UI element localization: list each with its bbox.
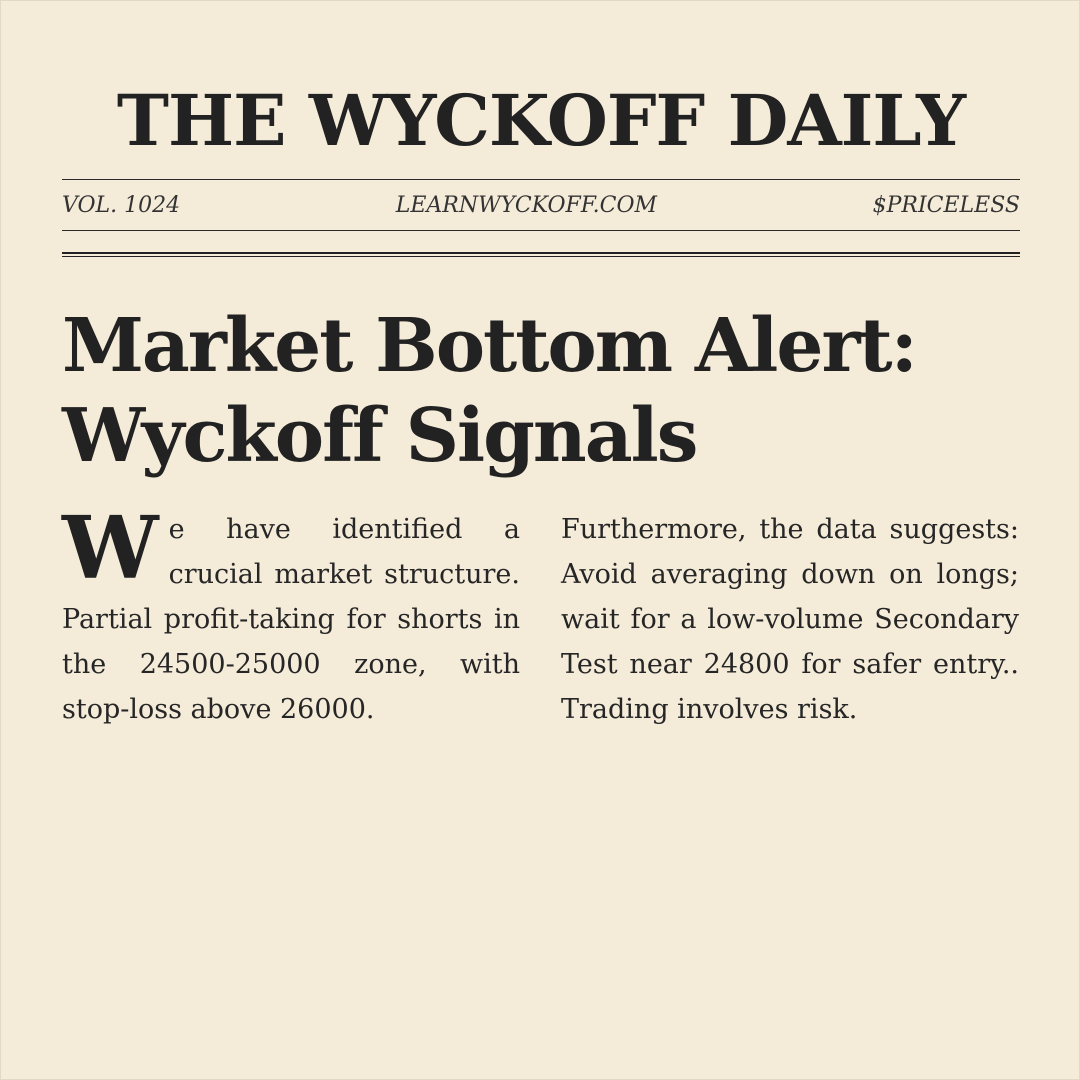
article-headline xyxy=(62,301,1020,481)
price-label: $PRICELESS xyxy=(872,192,1020,218)
drop-cap: W xyxy=(62,498,159,599)
article-column-right xyxy=(561,507,1019,732)
double-divider xyxy=(62,252,1020,257)
headline-line-2: Wyckoff Signals xyxy=(62,393,697,479)
info-bar xyxy=(62,179,1020,231)
headline-line-1: Market Bottom Alert: xyxy=(62,303,916,389)
column-left-text: e have identified a crucial market structure. Partial profit-taking for shorts in the 24500-25000 zone, with stop-loss above 26000. xyxy=(62,514,520,725)
article-column-left xyxy=(62,498,520,732)
masthead-title: THE WYCKOFF DAILY xyxy=(116,79,966,162)
website-label: LEARNWYCKOFF.COM xyxy=(395,192,658,218)
volume-label: VOL. 1024 xyxy=(62,192,181,218)
column-right-text: Furthermore, the data suggests: Avoid averaging down on longs; wait for a low-volume Secondary Test near 24800 for safer entry.. Trading involves risk. xyxy=(561,514,1019,725)
